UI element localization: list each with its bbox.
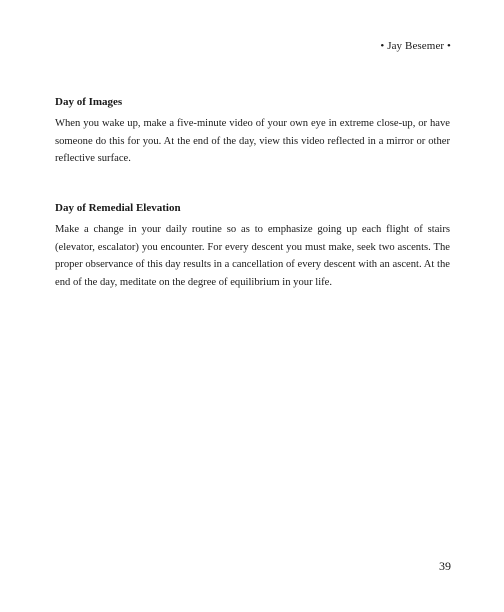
- running-header: • Jay Besemer •: [380, 40, 451, 52]
- section-title: Day of Remedial Elevation: [55, 202, 181, 214]
- section-body: When you wake up, make a five-minute video of your own eye in extreme close-up, or have someone do this for you. At the end of the day, view this video reflected in a mirror or other reflective surface.: [55, 118, 450, 165]
- section-day-of-images: [55, 95, 450, 168]
- section-title: Day of Images: [55, 96, 123, 108]
- section-day-of-remedial-elevation: [55, 201, 450, 291]
- page-number: 39: [439, 559, 451, 573]
- section-body: Make a change in your daily routine so as to emphasize going up each flight of stairs (elevator, escalator) you encounter. For every descent you must make, seek two ascents. The proper observance of this day results in a cancellation of every descent with an ascent. At the end of the day, meditate on the degree of equilibrium in your life.: [55, 224, 450, 288]
